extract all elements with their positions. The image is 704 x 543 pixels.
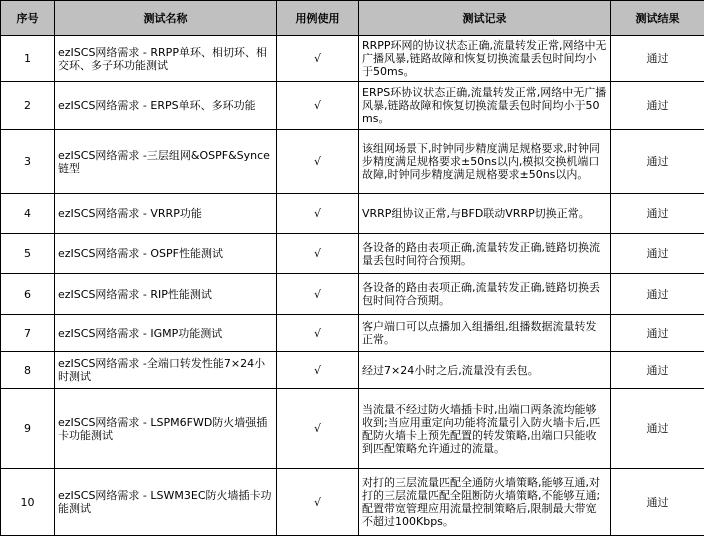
row-use-check: √ — [277, 469, 359, 536]
row-name: ezISCS网络需求 - ERPS单环、多环功能 — [55, 82, 277, 130]
row-record: VRRP组协议正常,与BFD联动VRRP切换正常。 — [359, 194, 611, 234]
row-result: 通过 — [611, 315, 704, 352]
row-record: 各设备的路由表项正确,流量转发正确,链路切换流量丢包时间符合预期。 — [359, 234, 611, 274]
row-result: 通过 — [611, 352, 704, 389]
row-use-check: √ — [277, 130, 359, 194]
row-name: ezISCS网络需求 - VRRP功能 — [55, 194, 277, 234]
row-use-check: √ — [277, 36, 359, 82]
row-record: 当流量不经过防火墙插卡时,出端口两条流均能够收到;当应用重定向功能将流量引入防火墙卡后,匹配防火墙卡上预先配置的转发策略,出端口只能收到匹配策略允许通过的流量。 — [359, 389, 611, 469]
row-result: 通过 — [611, 36, 704, 82]
row-result: 通过 — [611, 274, 704, 315]
row-name: ezISCS网络需求 - LSPM6FWD防火墙强插卡功能测试 — [55, 389, 277, 469]
table-row — [1, 352, 704, 389]
table-row — [1, 234, 704, 274]
table-row — [1, 389, 704, 469]
row-name: ezISCS网络需求 - RIP性能测试 — [55, 274, 277, 315]
row-result: 通过 — [611, 130, 704, 194]
row-use-check: √ — [277, 194, 359, 234]
row-name: ezISCS网络需求 - LSWM3EC防火墙插卡功能测试 — [55, 469, 277, 536]
row-no: 2 — [1, 82, 55, 130]
row-no: 3 — [1, 130, 55, 194]
row-no: 10 — [1, 469, 55, 536]
header-row — [1, 1, 704, 36]
row-record: 经过7×24小时之后,流量没有丢包。 — [359, 352, 611, 389]
table-row — [1, 469, 704, 536]
row-record: 客户端口可以点播加入组播组,组播数据流量转发正常。 — [359, 315, 611, 352]
row-no: 9 — [1, 389, 55, 469]
row-use-check: √ — [277, 389, 359, 469]
row-no: 8 — [1, 352, 55, 389]
row-use-check: √ — [277, 352, 359, 389]
row-name: ezISCS网络需求 -全端口转发性能7×24小时测试 — [55, 352, 277, 389]
table-row — [1, 36, 704, 82]
row-result: 通过 — [611, 389, 704, 469]
row-result: 通过 — [611, 82, 704, 130]
row-no: 5 — [1, 234, 55, 274]
row-result: 通过 — [611, 234, 704, 274]
row-no: 1 — [1, 36, 55, 82]
table-row — [1, 194, 704, 234]
table-row — [1, 130, 704, 194]
row-name: ezISCS网络需求 -三层组网&OSPF&Synce链型 — [55, 130, 277, 194]
row-use-check: √ — [277, 234, 359, 274]
row-record: ERPS环协议状态正确,流量转发正常,网络中无广播风暴,链路故障和恢复切换流量丢包时间均小于50ms。 — [359, 82, 611, 130]
row-use-check: √ — [277, 82, 359, 130]
row-record: 该组网场景下,时钟同步精度满足规格要求,时钟同步精度满足规格要求±50ns以内,模拟交换机端口故障,时钟同步精度满足规格要求±50ns以内。 — [359, 130, 611, 194]
row-name: ezISCS网络需求 - RRPP单环、相切环、相交环、多子环功能测试 — [55, 36, 277, 82]
row-name: ezISCS网络需求 - IGMP功能测试 — [55, 315, 277, 352]
row-no: 7 — [1, 315, 55, 352]
header-result: 测试结果 — [611, 1, 704, 36]
row-result: 通过 — [611, 194, 704, 234]
row-use-check: √ — [277, 315, 359, 352]
table-row — [1, 82, 704, 130]
header-record: 测试记录 — [359, 1, 611, 36]
header-name: 测试名称 — [55, 1, 277, 36]
row-no: 6 — [1, 274, 55, 315]
row-use-check: √ — [277, 274, 359, 315]
row-record: RRPP环网的协议状态正确,流量转发正常,网络中无广播风暴,链路故障和恢复切换流量丢包时间均小于50ms。 — [359, 36, 611, 82]
row-record: 各设备的路由表项正确,流量转发正确,链路切换丢包时间符合预期。 — [359, 274, 611, 315]
header-no: 序号 — [1, 1, 55, 36]
row-record: 对打的三层流量匹配全通防火墙策略,能够互通,对打的三层流量匹配全阻断防火墙策略,不能够互通;配置带宽管理应用流量控制策略后,限制最大带宽不超过100Kbps。 — [359, 469, 611, 536]
header-use: 用例使用 — [277, 1, 359, 36]
table-row — [1, 315, 704, 352]
row-result: 通过 — [611, 469, 704, 536]
row-name: ezISCS网络需求 - OSPF性能测试 — [55, 234, 277, 274]
table-row — [1, 274, 704, 315]
row-no: 4 — [1, 194, 55, 234]
